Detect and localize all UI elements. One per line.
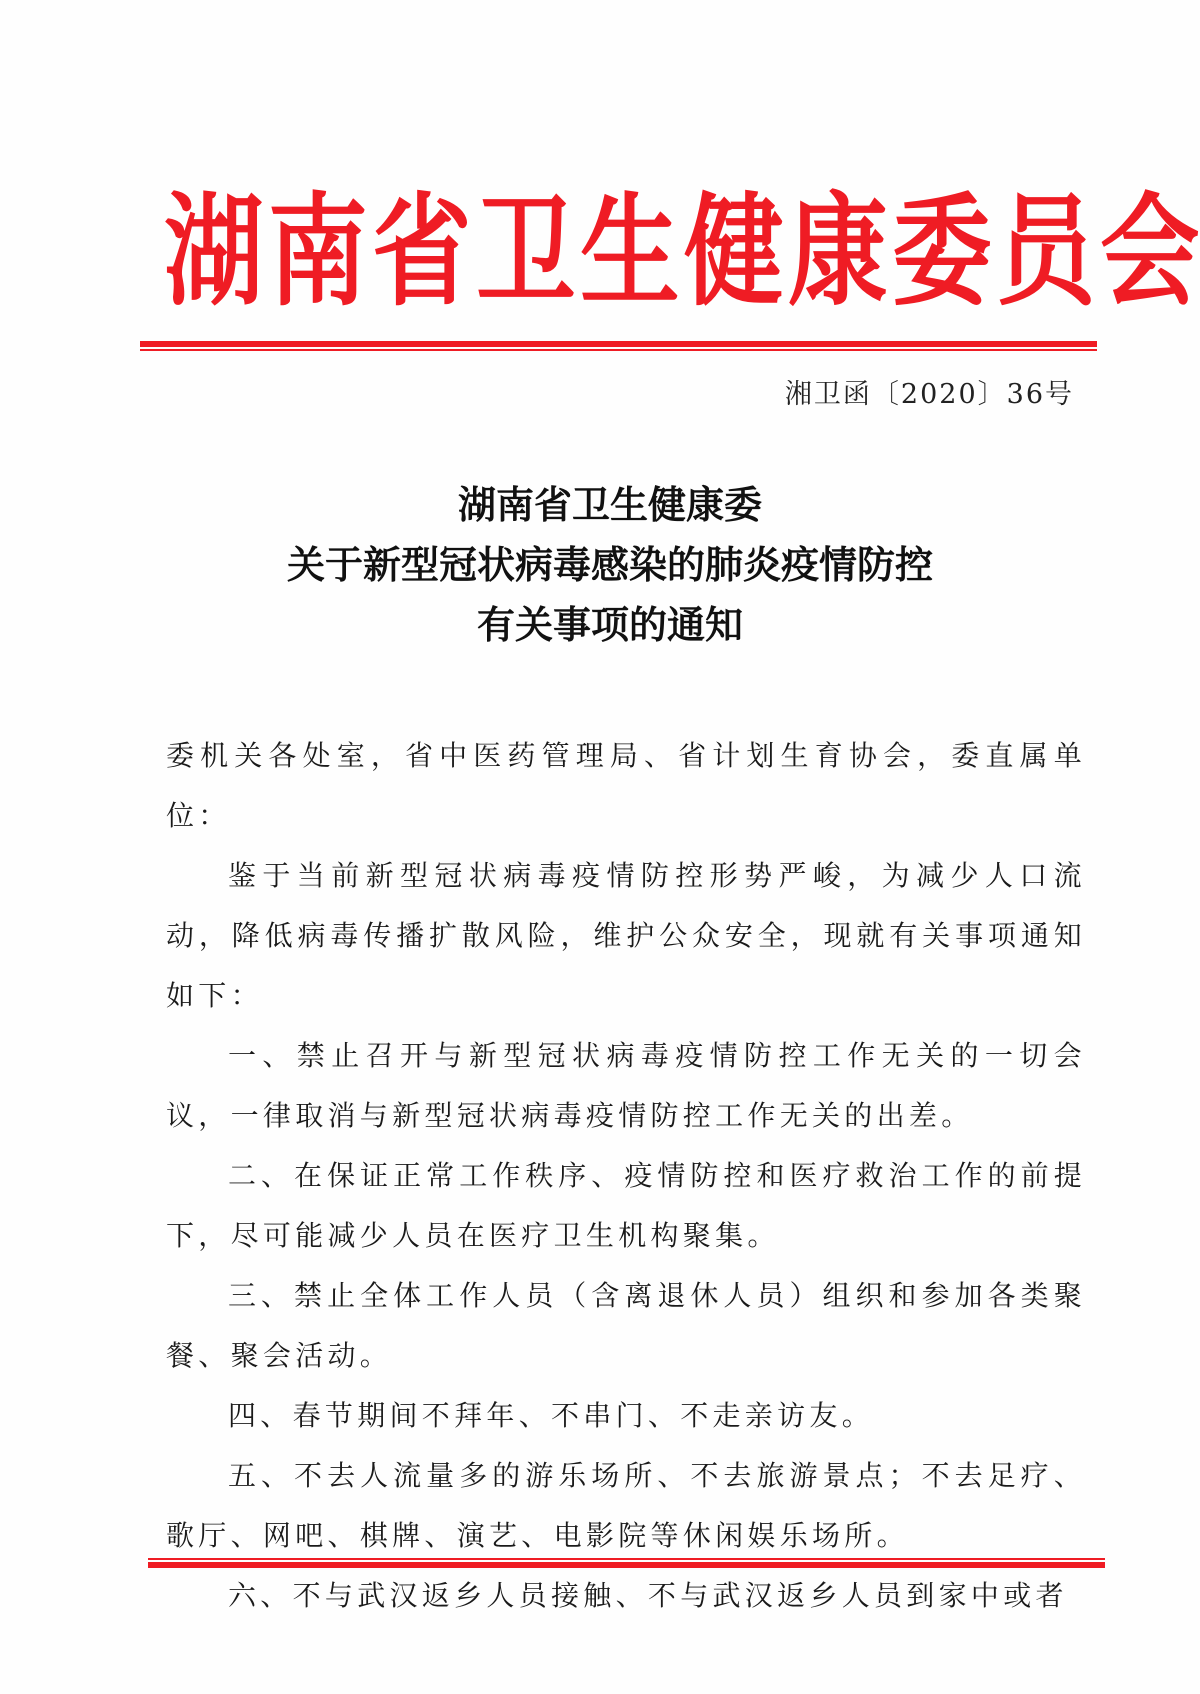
paragraph-item-4: 四、春节期间不拜年、不串门、不走亲访友。 [228,1399,875,1432]
masthead-char: 员 [996,181,1092,323]
masthead-char: 康 [788,181,884,323]
red-rule-thick [140,341,1097,347]
addressee: 委机关各处室，省中医药管理局、省计划生育协会，委直属单位： [166,739,1086,832]
masthead-red-rule [140,341,1097,353]
red-rule-thin [148,1558,1105,1560]
title-line-1: 湖南省卫生健康委 [457,482,762,527]
red-rule-thick [148,1562,1105,1568]
masthead-title [160,168,1196,336]
masthead-char: 会 [1100,181,1196,323]
footer-red-rule [148,1558,1105,1570]
document-number: 湘卫函〔2020〕36号 [784,379,1074,410]
red-rule-thin [140,349,1097,351]
masthead-char: 湖 [164,181,260,323]
document-title [150,475,1070,655]
paragraph-item-2: 二、在保证正常工作秩序、疫情防控和医疗救治工作的前提下，尽可能减少人员在医疗卫生机构聚集。 [166,1159,1086,1252]
masthead-char: 生 [580,181,676,323]
paragraph-item-1: 一、禁止召开与新型冠状病毒疫情防控工作无关的一切会议，一律取消与新型冠状病毒疫情防控工作无关的出差。 [166,1039,1086,1132]
title-line-2: 关于新型冠状病毒感染的肺炎疫情防控 [286,542,933,587]
paragraph-item-3: 三、禁止全体工作人员（含离退休人员）组织和参加各类聚餐、聚会活动。 [166,1279,1086,1372]
paragraph-item-6: 六、不与武汉返乡人员接触、不与武汉返乡人员到家中或者 [228,1579,1068,1612]
masthead-char: 省 [372,181,468,323]
paragraph-intro: 鉴于当前新型冠状病毒疫情防控形势严峻，为减少人口流动，降低病毒传播扩散风险，维护公众安全，现就有关事项通知如下： [166,859,1086,1012]
title-line-3: 有关事项的通知 [476,602,743,647]
paragraph-item-5: 五、不去人流量多的游乐场所、不去旅游景点；不去足疗、歌厅、网吧、棋牌、演艺、电影院等休闲娱乐场所。 [166,1459,1086,1552]
masthead-char: 卫 [476,181,572,323]
masthead-char: 健 [684,181,780,323]
masthead-char: 委 [892,181,988,323]
document-body [166,726,1086,1626]
masthead-char: 南 [268,181,364,323]
